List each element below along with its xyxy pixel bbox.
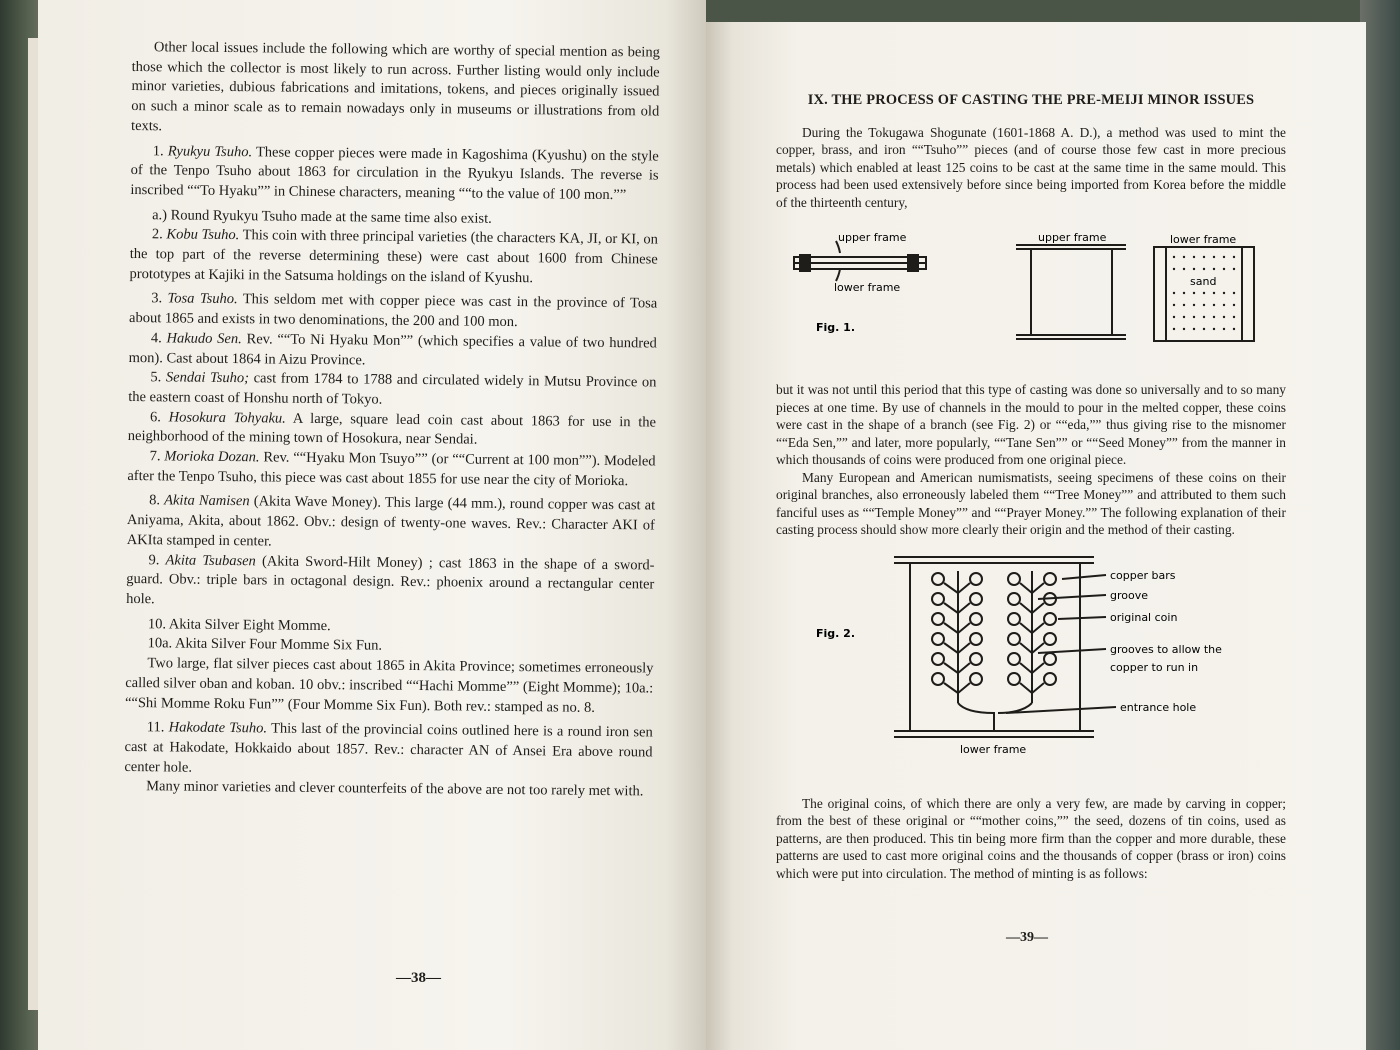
fig1-label-lower-small: lower frame — [834, 281, 901, 294]
list-item: 1. Ryukyu Tsuho. These copper pieces were made in Kagoshima (Kyushu) on the style of the Tenpo Tsuho about 1863 for circulation in the Ryukyu Islands. The reverse is inscribed ““To Hyaku”” in Chinese characters, meaning ““to the value of 100 mon.”” — [130, 142, 659, 204]
page-number-right: —39— — [1006, 930, 1048, 945]
right-text-column — [776, 92, 1286, 882]
fig2-label: original coin — [1110, 610, 1178, 624]
body-paragraph: During the Tokugawa Shogunate (1601-1868 A. D.), a method was used to mint the copper, brass, and iron ““Tsuho”” pieces (and of course those few cast in more precious metals) which enabled at least 125 coins to be cast at the same time in the same mould. This process had been used extensively before since being imported from Korea before the middle of the thirteenth century, — [776, 124, 1286, 210]
left-text-column — [124, 38, 660, 803]
fig2-label: lower frame — [960, 742, 1027, 756]
list-item: 4. Hakudo Sen. Rev. ““To Ni Hyaku Mon”” (which specifies a value of two hundred mon). Cast about 1864 in Aizu Province. — [128, 330, 657, 369]
fig1-caption: Fig. 1. — [816, 321, 855, 334]
fig1-label-sand: sand — [1190, 275, 1217, 288]
list-item: 10. Akita Silver Eight Momme. — [147, 615, 331, 634]
section-heading: IX. THE PROCESS OF CASTING THE PRE-MEIJI MINOR ISSUES — [807, 92, 1255, 108]
fig2-caption: Fig. 2. — [816, 626, 855, 640]
list-item: 8. Akita Namisen (Akita Wave Money). This large (44 mm.), round copper was cast at Aniyama, Akita, about 1862. Obv.: design of twenty-one waves. Rev.: Character AKI of AKIta stamped in center. — [126, 492, 656, 550]
fig1-label-lower: lower frame — [1170, 233, 1237, 246]
body-paragraph: The original coins, of which there are only a very few, are made by carving in copper; from the best of these original or ““mother coins,”” the seed, dozens of tin coins, used as patterns, are then produced. This tin being more firm than the copper and more durable, these patterns are used to cast more original coins and the thousands of copper (brass or iron) coins which were put into circulation. The method of minting is as follows: — [776, 795, 1286, 881]
list-item: 11. Hakodate Tsuho. This last of the provincial coins outlined here is a round iron sen cast at Hakodate, Hokkaido about 1857. Rev.: character AN of Ansei Era above round center hole. — [124, 719, 653, 776]
closing-paragraph: Many minor varieties and clever counterfeits of the above are not too rarely met with. — [146, 778, 644, 800]
body-paragraph: but it was not until this period that this type of casting was done so universally and to so many pieces at one time. By use of channels in the mould to pour in the melted copper, these coins were cast in the shape of a branch (see Fig. 2) or ““eda,”” thus giving rise to the misnomer ““Eda Sen,”” and later, more popularly, ““Tane Sen”” or ““Seed Money”” from the manner in which thousands of coins were produced from one original piece. — [776, 382, 1286, 467]
list-item: 5. Sendai Tsuho; cast from 1784 to 1788 and circulated widely in Mutsu Province on the eastern coast of Honshu north of Tokyo. — [128, 369, 657, 408]
fig2-label: grooves to allow the — [1110, 642, 1222, 656]
figure-2 — [776, 553, 1286, 779]
list-item: 2. Kobu Tsuho. This coin with three principal varieties (the characters KA, JI, or KI, on the top part of the reverse determining these) were cast about 1600 from Chinese prototypes at Kajiki in the Satsuma holdings on the island of Kyushu. — [129, 226, 658, 286]
figure-2-drawing — [776, 553, 1286, 779]
fig1-label-upper-small: upper frame — [838, 231, 907, 244]
list-item: 7. Morioka Dozan. Rev. ““Hyaku Mon Tsuyo”” (or ““Current at 100 mon””). Modeled after the Tenpo Tsuho, this piece was cast about 1855 for use near the city of Morioka. — [127, 448, 656, 489]
fig2-label: entrance hole — [1120, 700, 1197, 714]
right-page — [706, 22, 1366, 1050]
list-item: 6. Hosokura Tohyaku. A large, square lead coin cast about 1863 for use in the neighborhood of the mining town of Hosokura, near Sendai. — [127, 408, 657, 448]
fig2-label: groove — [1110, 588, 1149, 602]
list-item: 3. Tosa Tsuho. This seldom met with copper piece was cast in the province of Tosa about 1865 and exists in two denominations, the 200 and 100 mon. — [128, 290, 658, 331]
body-paragraph: Many European and American numismatists, seeing specimens of these coins on their original branches, also erroneously labeled them ““Tree Money”” and attributed to them such fanciful uses as ““Temple Money”” and ““Prayer Money.”” The following explanation of their casting process should show more clearly their origin and the method of their casting. — [776, 469, 1286, 537]
fig1-label-upper: upper frame — [1038, 231, 1107, 244]
list-item: 10a. Akita Silver Four Momme Six Fun. — [147, 635, 383, 655]
fig2-label: copper to run in — [1110, 660, 1199, 674]
list-item: 9. Akita Tsubasen (Akita Sword-Hilt Money) ; cast 1863 in the shape of a sword-guard. Obv.: triple bars in octagonal design. Rev.: phoenix around a rectangular center hole. — [126, 551, 655, 608]
figure-1 — [776, 229, 1286, 377]
left-page — [38, 0, 706, 1050]
figure-1-drawing — [776, 229, 1286, 377]
list-item: a.) Round Ryukyu Tsuho made at the same time also exist. — [152, 206, 492, 227]
page-number-left: —38— — [396, 970, 441, 986]
list-item: Two large, flat silver pieces cast about 1865 in Akita Province; sometimes erroneously called silver oban and koban. 10 obv.: inscribed ““Hachi Momme”” (Eight Momme); 10a.: ““Shi Momme Roku Fun”” (Four Momme Six Fun). Both rev.: stamped as no. 8. — [124, 655, 654, 716]
backdrop-right — [1360, 0, 1400, 1050]
intro-paragraph: Other local issues include the following which are worthy of special mention as being those which the collector is most likely to run across. Further listing would only include minor varieties, dubious fabrications and imitations, tokens, and pieces originally issued on such a minor scale as to remain nowadays only in museums or illustrations from old texts. — [130, 39, 660, 135]
fig2-label: copper bars — [1110, 568, 1176, 582]
